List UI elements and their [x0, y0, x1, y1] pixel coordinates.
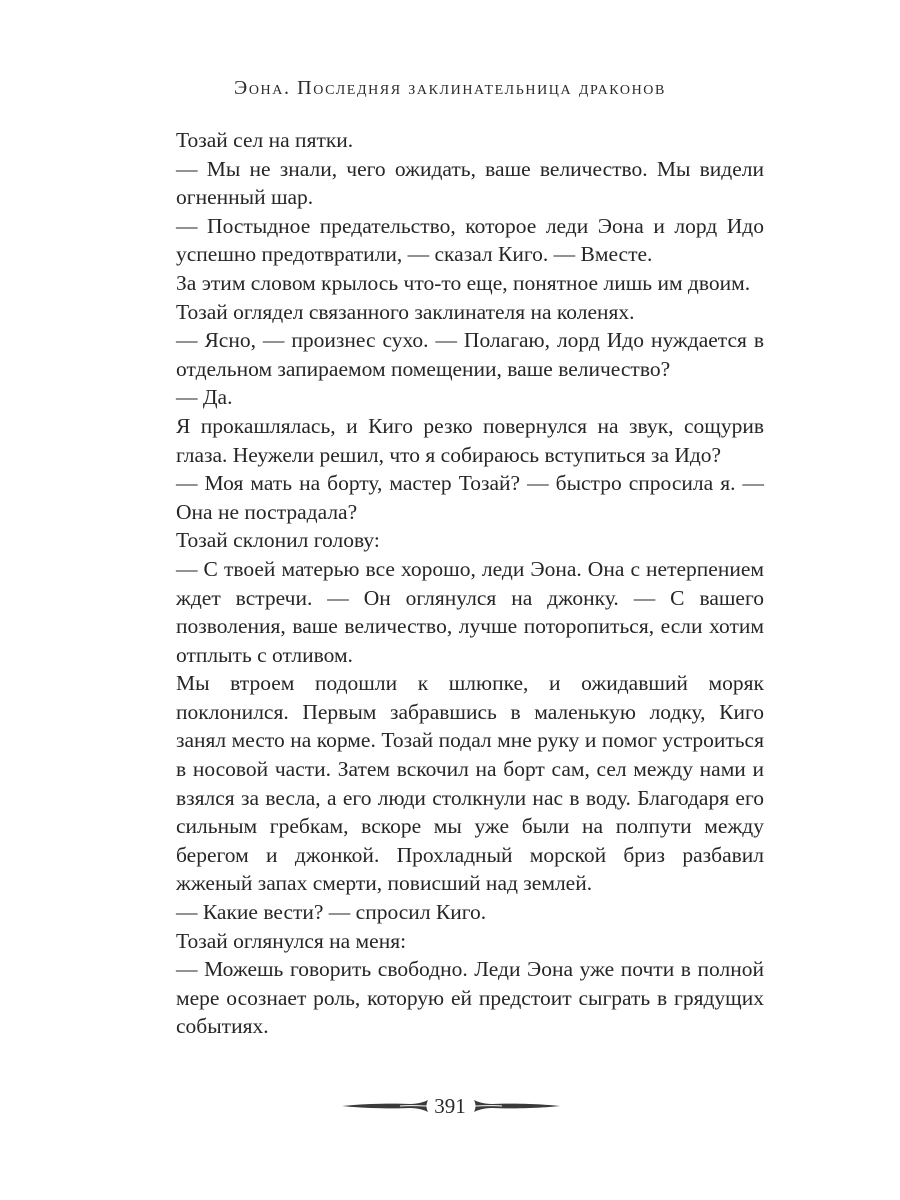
paragraph: — С твоей матерью все хорошо, леди Эона. Она с нетерпением ждет встречи. — Он оглянулся на джонку. — С вашего позволения, ваше величество, лучше поторопиться, если хотим отплыть с отливом.: [176, 556, 764, 667]
paragraph: — Мы не знали, чего ожидать, ваше величество. Мы видели огненный шар.: [176, 156, 764, 210]
paragraph: Мы втроем подошли к шлюпке, и ожидавший моряк поклонился. Первым забравшись в маленькую лодку, Киго занял место на корме. Тозай подал мне руку и помог устроиться в носовой части. Затем вскочил на борт сам, сел между нами и взялся за весла, а его люди столкнули нас в воду. Благодаря его сильным гребкам, вскоре мы уже были на полпути между берегом и джонкой. Прохладный морской бриз разбавил жженый запах смерти, повисший над землей.: [176, 671, 764, 896]
paragraph: — Можешь говорить свободно. Леди Эона уже почти в полной мере осознает роль, которую ей предстоит сыграть в грядущих событиях.: [176, 957, 764, 1039]
paragraph: Тозай оглянулся на меня:: [176, 928, 407, 953]
page-number: 391: [434, 1094, 466, 1118]
running-title: Эона. Последняя заклинательница драконов: [234, 77, 666, 99]
paragraph: Тозай оглядел связанного заклинателя на коленях.: [176, 299, 635, 324]
paragraph: — Ясно, — произнес сухо. — Полагаю, лорд Идо нуждается в отдельном запираемом помещении, ваше величество?: [176, 328, 764, 381]
paragraph: — Какие вести? — спросил Киго.: [176, 900, 487, 925]
paragraph: Я прокашлялась, и Киго резко повернулся на звук, сощурив глаза. Неужели решил, что я собираюсь вступиться за Идо?: [176, 413, 764, 467]
paragraph: Тозай сел на пятки.: [176, 128, 354, 152]
paragraph: За этим словом крылось что-то еще, понятное лишь им двоим.: [176, 270, 751, 295]
body-text: [176, 126, 764, 1041]
paragraph: — Постыдное предательство, которое леди Эона и лорд Идо успешно предотвратили, — сказал Киго. — Вместе.: [176, 213, 764, 267]
paragraph: — Да.: [176, 385, 233, 410]
paragraph: — Моя мать на борту, мастер Тозай? — быстро спросила я. — Она не пострадала?: [176, 471, 764, 524]
paragraph: Тозай склонил голову:: [176, 528, 380, 553]
